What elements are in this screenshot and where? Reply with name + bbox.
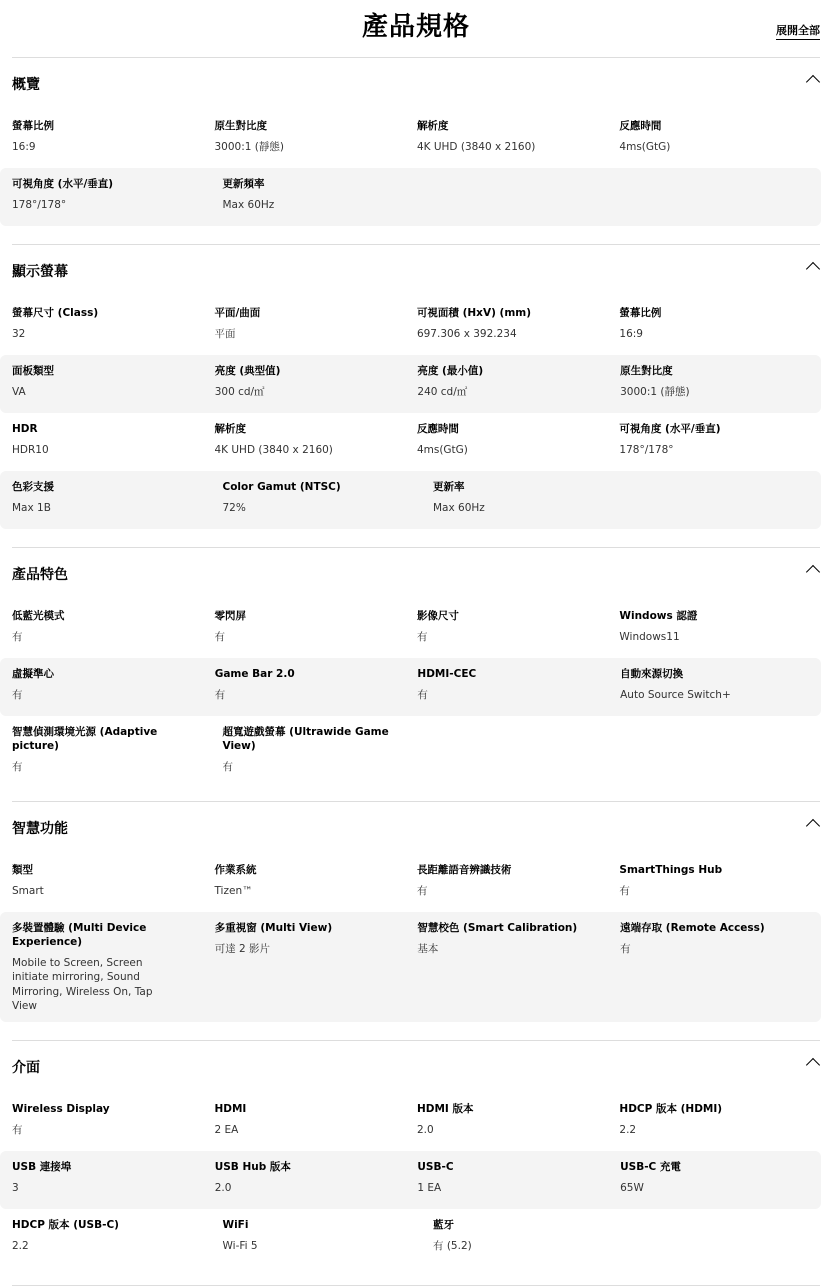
spec-value: 有 <box>12 761 23 773</box>
spec-item <box>12 667 215 708</box>
spec-label: HDMI <box>214 1102 247 1115</box>
spec-value: 2.2 <box>12 1239 29 1252</box>
spec-value: 有 <box>214 631 225 643</box>
spec-item <box>12 422 214 463</box>
spec-item <box>12 119 214 160</box>
spec-rows <box>12 854 820 1040</box>
spec-label: 螢幕比例 <box>619 307 662 319</box>
spec-item <box>417 364 620 405</box>
spec-label: 虛擬準心 <box>12 668 54 680</box>
spec-label: SmartThings Hub <box>619 863 723 876</box>
section-header[interactable] <box>12 1041 820 1093</box>
spec-item <box>12 1102 214 1143</box>
spec-label: 長距離語音辨識技術 <box>416 863 512 876</box>
spec-label: Windows 認證 <box>619 610 698 622</box>
spec-section <box>12 548 820 802</box>
spec-rows <box>12 600 820 801</box>
section-header[interactable] <box>12 548 820 600</box>
spec-item <box>223 480 434 521</box>
spec-label: 自動來源切換 <box>620 668 684 680</box>
spec-item <box>619 422 820 463</box>
expand-all-link[interactable]: 展開全部 <box>776 22 820 40</box>
spec-item <box>417 119 619 160</box>
spec-item <box>620 364 821 405</box>
spec-label: HDMI 版本 <box>416 1102 474 1115</box>
spec-label: HDR <box>12 423 38 435</box>
spec-value: 2 EA <box>214 1123 239 1136</box>
spec-item <box>214 1102 416 1143</box>
spec-item <box>417 667 620 708</box>
spec-value: VA <box>12 386 26 398</box>
section-title: 概覽 <box>12 77 40 93</box>
spec-value: Mobile to Screen, Screen initiate mirroring, Sound Mirroring, Wireless On, Tap View <box>12 956 153 1012</box>
spec-value: 有 <box>620 942 631 955</box>
spec-label: 超寬遊戲螢幕 (Ultrawide Game View) <box>222 726 389 752</box>
spec-value: 72% <box>222 502 246 514</box>
spec-value: 4K UHD (3840 x 2160) <box>416 141 536 153</box>
spec-row <box>12 716 820 783</box>
spec-section <box>12 802 820 1041</box>
spec-item <box>214 422 416 463</box>
spec-value: 有 <box>222 761 233 773</box>
spec-label: USB-C <box>417 1160 454 1173</box>
spec-value: 16:9 <box>12 141 36 153</box>
spec-item <box>619 863 820 904</box>
spec-label: 更新頻率 <box>222 178 265 190</box>
chevron-up-icon[interactable] <box>806 262 820 276</box>
spec-value: 178°/178° <box>619 444 674 456</box>
spec-value: 1 EA <box>417 1181 442 1194</box>
spec-label: 反應時間 <box>416 423 459 435</box>
spec-value: Smart <box>12 884 44 897</box>
spec-item <box>12 1160 215 1201</box>
spec-item <box>619 1102 820 1143</box>
spec-value: 2.0 <box>416 1123 434 1136</box>
spec-label: 可視面積 (HxV) (mm) <box>416 307 532 319</box>
spec-label: 類型 <box>12 863 33 876</box>
spec-label: USB-C 充電 <box>620 1160 681 1173</box>
spec-item <box>619 609 820 650</box>
spec-value: HDR10 <box>12 444 49 456</box>
spec-value: 4K UHD (3840 x 2160) <box>214 444 333 456</box>
spec-label: 藍牙 <box>433 1218 454 1231</box>
spec-item <box>215 667 418 708</box>
spec-item <box>214 863 416 904</box>
spec-value: 16:9 <box>619 328 643 340</box>
spec-item <box>12 725 223 775</box>
spec-label: USB 連接埠 <box>12 1160 72 1173</box>
spec-row <box>0 471 821 529</box>
spec-label: 解析度 <box>416 120 449 132</box>
spec-value: 3000:1 (靜態) <box>620 386 690 398</box>
spec-item <box>417 422 619 463</box>
spec-value: 有 <box>12 689 23 701</box>
spec-item <box>433 480 644 521</box>
spec-label: Wireless Display <box>12 1102 110 1115</box>
section-header[interactable] <box>12 802 820 854</box>
spec-label: 原生對比度 <box>620 365 673 377</box>
section-header[interactable] <box>12 245 820 297</box>
spec-row <box>12 110 820 168</box>
spec-value: 65W <box>620 1181 644 1194</box>
spec-item <box>620 921 821 1014</box>
spec-row <box>0 355 821 413</box>
spec-section <box>12 58 820 245</box>
spec-row <box>12 413 820 471</box>
spec-item <box>12 306 214 347</box>
spec-value: Tizen™ <box>214 884 253 897</box>
spec-sections <box>0 58 832 1286</box>
spec-label: Color Gamut (NTSC) <box>222 481 341 493</box>
chevron-up-icon[interactable] <box>806 1057 820 1071</box>
chevron-up-icon[interactable] <box>806 75 820 89</box>
spec-item <box>417 1160 620 1201</box>
spec-label: 螢幕尺寸 (Class) <box>12 307 99 319</box>
spec-label: Game Bar 2.0 <box>214 668 295 680</box>
spec-value: 3 <box>12 1181 19 1194</box>
spec-item <box>12 364 215 405</box>
spec-row <box>12 854 820 912</box>
spec-value: Max 60Hz <box>433 502 485 514</box>
spec-value: 3000:1 (靜態) <box>214 141 284 153</box>
spec-item <box>620 1160 821 1201</box>
spec-label: 原生對比度 <box>214 120 267 132</box>
spec-value: 有 (5.2) <box>433 1239 472 1252</box>
spec-rows <box>12 1093 820 1285</box>
spec-item <box>12 177 223 218</box>
spec-item <box>619 306 820 347</box>
spec-value: 有 <box>619 884 630 897</box>
spec-section <box>12 1041 820 1286</box>
spec-value: 240 cd/㎡ <box>417 386 468 398</box>
section-title: 顯示螢幕 <box>12 264 68 280</box>
spec-value: 有 <box>214 689 226 701</box>
spec-value: 平面 <box>214 328 236 340</box>
spec-item <box>215 364 418 405</box>
chevron-up-icon[interactable] <box>806 818 820 832</box>
spec-label: 可視角度 (水平/垂直) <box>619 423 721 435</box>
spec-item <box>215 1160 418 1201</box>
spec-label: 面板類型 <box>12 365 54 377</box>
section-title: 介面 <box>12 1059 40 1076</box>
spec-item <box>223 1218 434 1259</box>
spec-label: 低藍光模式 <box>12 610 65 622</box>
spec-item <box>620 667 821 708</box>
spec-label: WiFi <box>222 1218 249 1231</box>
spec-item <box>433 1218 644 1259</box>
spec-row <box>0 912 821 1022</box>
page-header <box>12 0 820 58</box>
spec-label: 零閃屏 <box>214 610 246 622</box>
spec-row <box>12 600 820 658</box>
spec-label: 智慧偵測環境光源 (Adaptive picture) <box>12 726 158 752</box>
spec-item <box>12 863 214 904</box>
spec-value: 有 <box>416 631 428 643</box>
spec-item <box>215 921 418 1014</box>
spec-value: 4ms(GtG) <box>416 444 468 456</box>
spec-label: HDCP 版本 (HDMI) <box>619 1102 723 1115</box>
spec-item <box>417 1102 619 1143</box>
spec-item <box>417 306 619 347</box>
spec-row <box>12 1209 820 1267</box>
spec-label: 解析度 <box>214 423 246 435</box>
spec-value: 4ms(GtG) <box>619 141 671 153</box>
spec-value: Max 60Hz <box>222 199 275 211</box>
section-header[interactable] <box>12 58 820 110</box>
spec-label: 遠端存取 (Remote Access) <box>620 921 765 934</box>
spec-value: 基本 <box>417 942 439 955</box>
spec-label: 作業系統 <box>214 863 257 876</box>
spec-item <box>12 1218 223 1259</box>
spec-section <box>12 245 820 548</box>
spec-item <box>214 119 416 160</box>
spec-label: 反應時間 <box>619 120 662 132</box>
spec-label: HDMI-CEC <box>417 668 477 680</box>
spec-value: 697.306 x 392.234 <box>416 328 517 340</box>
spec-label: 影像尺寸 <box>416 610 459 622</box>
spec-value: 300 cd/㎡ <box>214 386 265 398</box>
spec-label: USB Hub 版本 <box>214 1160 291 1173</box>
spec-item <box>214 306 416 347</box>
spec-value: 178°/178° <box>12 199 67 211</box>
page-title: 產品規格 <box>361 12 470 42</box>
spec-row <box>0 1151 821 1209</box>
spec-item <box>12 609 214 650</box>
chevron-up-icon[interactable] <box>806 565 820 579</box>
spec-rows <box>12 110 820 244</box>
spec-value: Windows11 <box>619 631 680 643</box>
spec-value: 有 <box>12 631 23 643</box>
spec-item <box>619 119 820 160</box>
spec-label: 智慧校色 (Smart Calibration) <box>417 921 578 934</box>
spec-label: 色彩支援 <box>12 481 54 493</box>
spec-value: 有 <box>417 689 428 701</box>
spec-value: Auto Source Switch+ <box>620 689 731 701</box>
spec-label: 亮度 (典型值) <box>214 365 281 377</box>
spec-label: 螢幕比例 <box>12 120 54 132</box>
section-title: 產品特色 <box>12 567 68 583</box>
spec-value: Max 1B <box>12 502 51 514</box>
spec-label: 多重視窗 (Multi View) <box>214 921 333 934</box>
spec-value: Wi-Fi 5 <box>222 1239 258 1252</box>
spec-row <box>12 297 820 355</box>
spec-row <box>0 658 821 716</box>
spec-label: 多裝置體驗 (Multi Device Experience) <box>12 921 147 948</box>
spec-item <box>417 863 619 904</box>
spec-label: 更新率 <box>433 481 465 493</box>
spec-item <box>214 609 416 650</box>
spec-label: 可視角度 (水平/垂直) <box>12 178 114 190</box>
spec-item <box>223 725 434 775</box>
spec-item <box>223 177 434 218</box>
spec-value: 可達 2 影片 <box>214 942 271 955</box>
section-title: 智慧功能 <box>12 820 68 837</box>
spec-item <box>417 921 620 1014</box>
spec-value: 32 <box>12 328 26 340</box>
spec-label: HDCP 版本 (USB-C) <box>12 1218 119 1231</box>
spec-value: 有 <box>12 1123 23 1136</box>
spec-label: 平面/曲面 <box>214 307 261 319</box>
spec-row <box>0 168 821 226</box>
spec-item <box>12 480 223 521</box>
spec-rows <box>12 297 820 547</box>
spec-item <box>417 609 619 650</box>
spec-item <box>12 921 215 1014</box>
spec-value: 2.0 <box>214 1181 232 1194</box>
spec-row <box>12 1093 820 1151</box>
spec-label: 亮度 (最小值) <box>417 365 484 377</box>
spec-value: 有 <box>416 884 428 897</box>
spec-value: 2.2 <box>619 1123 637 1136</box>
